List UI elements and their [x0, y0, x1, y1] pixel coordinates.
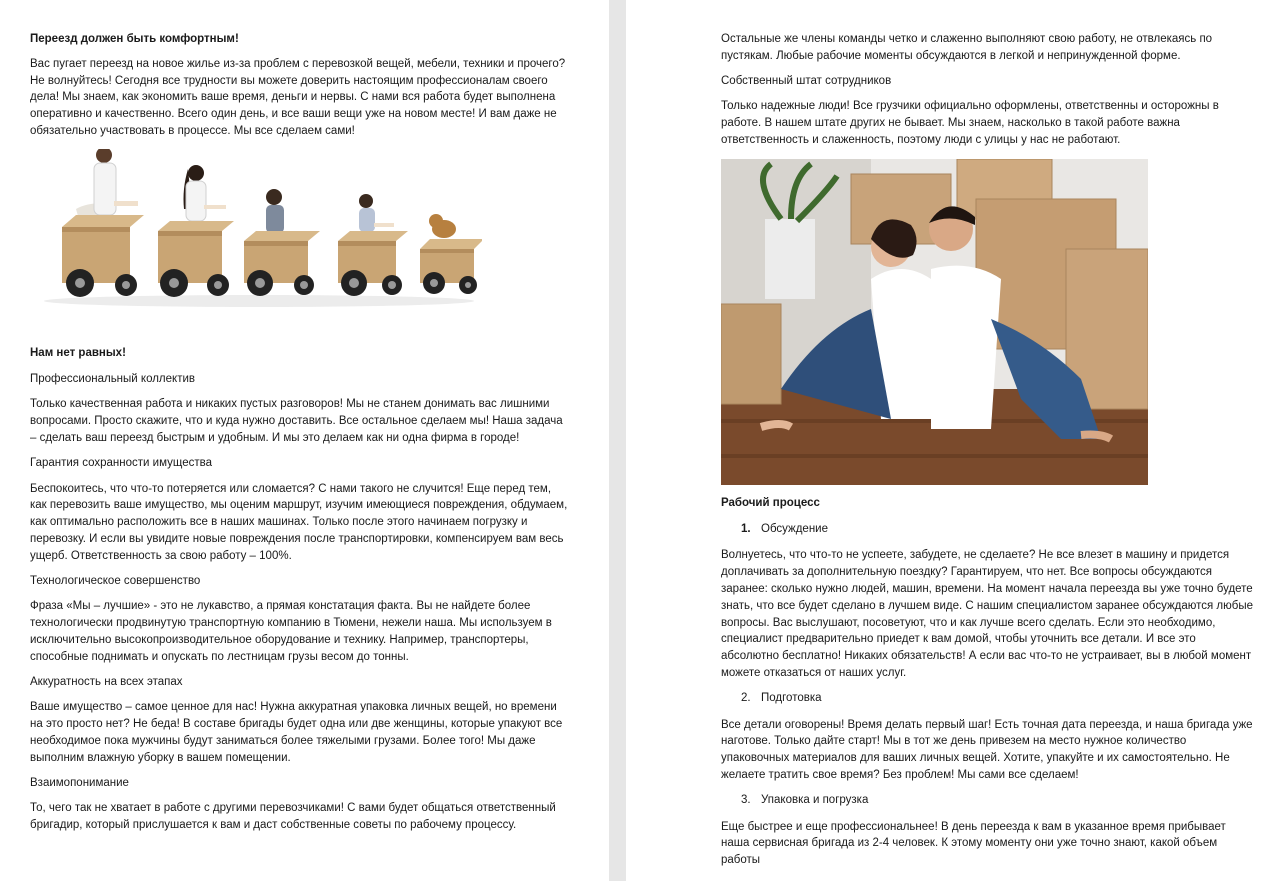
box-car-dog [420, 214, 482, 294]
list-label-discussion: Обсуждение [761, 522, 829, 535]
list-number-1: 1. [741, 522, 751, 535]
subheading-own-staff: Собственный штат сотрудников [721, 74, 892, 87]
list-item-discussion [741, 521, 1253, 538]
paragraph-mutual-understanding: То, чего так не хватает в работе с другими перевозчиками! С вами будет общаться ответственный бригадир, который прислушается к вам и даст собственные советы по рабочему процессу. [30, 802, 556, 832]
paragraph-preparation: Все детали оговорены! Время делать первый шаг! Есть точная дата переезда, и наша бригада уже наготове. Только дайте старт! Мы в тот же день привезем на место нужное количество упаковочных материалов для ваших личных вещей. Хотите, упакуйте и их самостоятельно. Не желаете тратить свое время? Без проблем! Мы сами все сделаем! [721, 718, 1253, 781]
heading-work-process: Рабочий процесс [721, 496, 820, 509]
document-page-left [0, 0, 609, 881]
subheading-mutual-understanding: Взаимопонимание [30, 776, 129, 789]
intro-paragraph: Вас пугает переезд на новое жилье из-за проблем с перевозкой вещей, мебели, техники и прочего? Не волнуйтесь! Сегодня все трудности вы можете доверить настоящим профессионалам своего дела! Мы знаем, как экономить ваше время, деньги и нервы. С нами вся работа будет выполнена оперативно и качественно. Всего один день, и все ваши вещи уже на новом месте! И вам даже не обязательно участвовать в процессе. Мы все сделаем сами! [30, 57, 566, 137]
paragraph-discussion: Волнуетесь, что что-то не успеете, забудете, не сделаете? Не все влезет в машину и придется доплачивать за дополнительную поездку? Гарантируем, что нет. Все вопросы обсуждаются заранее: сколько нужно людей, машин, времени. На момент начала переезда вы уже точно будете знать, что все будет сделано в лучшем виде. С нашим специалистом заранее обсуждаются любые вопросы. Вас выслушают, посоветуют, что и как лучше всего сделать. Если это необходимо, специалист предварительно приедет к вам домой, чтобы уточнить все детали. И все это абсолютно бесплатно! Никаких обязательств! А если вас что-то не устраивает, вы в любой момент можете отказаться от наших услуг. [721, 549, 1254, 679]
list-number-2: 2. [741, 691, 751, 704]
couple-with-boxes-image [721, 159, 1148, 485]
paragraph-team-continued: Остальные же члены команды четко и слаженно выполняют свою работу, не отвлекаясь по пустякам. Любые рабочие моменты обсуждаются в легкой и непринужденной форме. [721, 33, 1213, 62]
subheading-safety-guarantee: Гарантия сохранности имущества [30, 456, 212, 469]
page-left-content [30, 31, 570, 842]
page-right-content [721, 31, 1253, 877]
subheading-tech-excellence: Технологическое совершенство [30, 574, 201, 587]
box-car-woman [158, 165, 234, 297]
document-page-right [626, 0, 1270, 881]
list-item-preparation [741, 690, 1253, 707]
list-number-3: 3. [741, 793, 751, 806]
paragraph-tech-excellence: Фраза «Мы – лучшие» - это не лукавство, а прямая констатация факта. Вы не найдете более технологически продвинутую транспортную компанию в Тюмени, нежели наша. Мы используем в исключительно высокопроизводительное оборудование и технику. Например, транспортеры, способные поднимать и опускать по лестницам грузы весом до тонны. [30, 600, 552, 663]
box-car-man [62, 149, 144, 297]
box-car-girl [338, 194, 408, 296]
subheading-professional-team: Профессиональный коллектив [30, 372, 195, 385]
paragraph-professional-team: Только качественная работа и никаких пустых разговоров! Мы не станем донимать вас лишними вопросами. Просто скажите, что и куда нужно доставить. Все остальное сделаем мы! Наша задача – сделать ваш переезд быстрым и удобным. И мы это делаем как ни одна фирма в городе! [30, 398, 563, 444]
heading-comfortable-move: Переезд должен быть комфортным! [30, 33, 239, 45]
subheading-accuracy: Аккуратность на всех этапах [30, 675, 183, 688]
paragraph-accuracy: Ваше имущество – самое ценное для нас! Нужна аккуратная упаковка личных вещей, но времени на это просто нет? Не беда! В составе бригады будет одна или две женщины, которые упакуют все необходимое пока мужчины будут заниматься более тяжелыми грузами. Более того! Мы даже выполним влажную уборку в вашем помещении. [30, 701, 563, 764]
paragraph-safety-guarantee: Беспокоитесь, что что-то потеряется или сломается? С нами такого не случится! Еще перед тем, как перевозить ваше имущество, мы оценим маршрут, изучим имеющиеся повреждения, обдумаем, как оптимально расположить все в наших машинах. Только после этого начинаем погрузку и перевозку. И если вы увидите новые повреждения после транспортировки, компенсируем вам весь ущерб. Ответственность за свою работу – 100%. [30, 482, 568, 562]
list-item-packing [741, 792, 1253, 809]
heading-no-equals: Нам нет равных! [30, 346, 126, 359]
list-label-preparation: Подготовка [761, 691, 822, 704]
family-in-boxes-image [36, 149, 482, 309]
paragraph-packing: Еще быстрее и еще профессиональнее! В день переезда к вам в указанное время прибывает наша сервисная бригада из 2-4 человек. К этому моменту они уже точно знают, какой объем работы [721, 820, 1226, 867]
paragraph-own-staff: Только надежные люди! Все грузчики официально оформлены, ответственны и осторожны в работе. В нашем штате других не бывает. Мы знаем, насколько в такой работе важна ответственность и слаженность, поэтому люди с улицы у нас не работают. [721, 100, 1219, 146]
box-car-boy [244, 189, 320, 296]
list-label-packing: Упаковка и погрузка [761, 793, 869, 806]
